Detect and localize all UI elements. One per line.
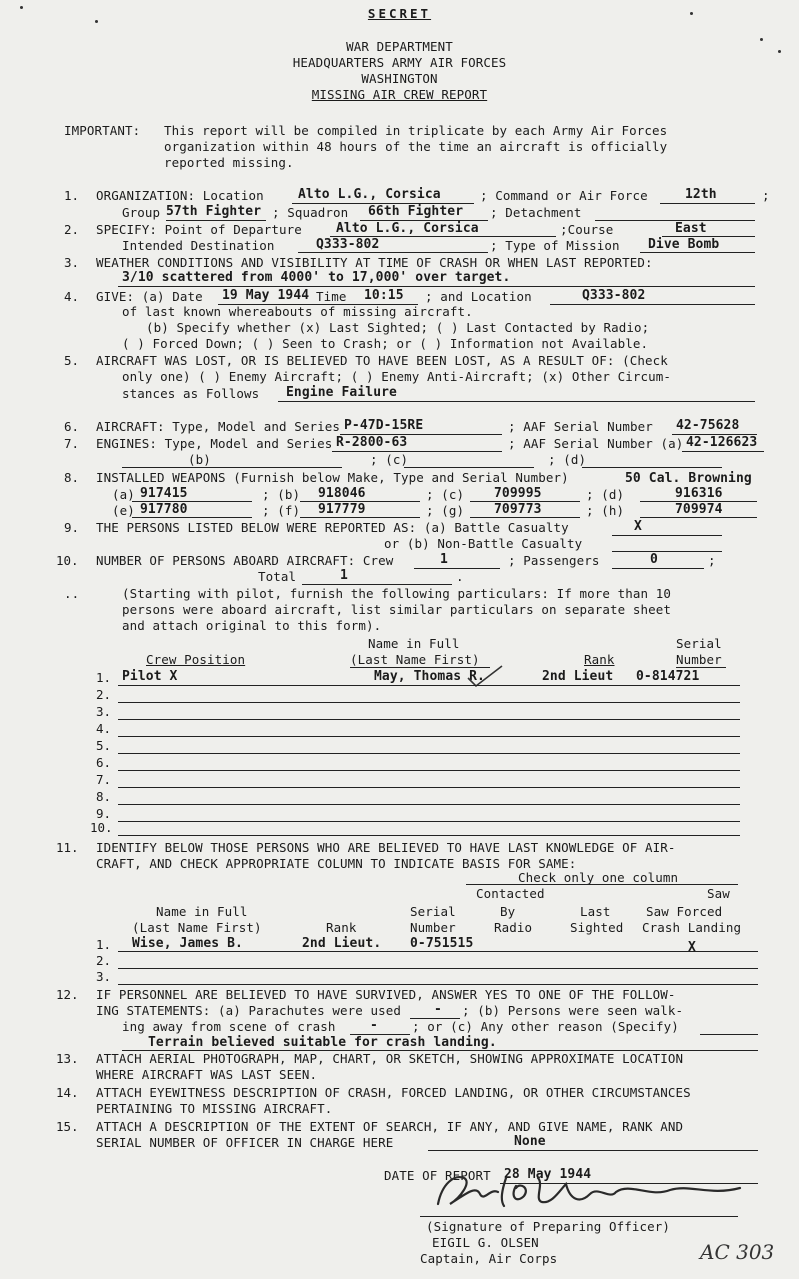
label-weapons: INSTALLED WEAPONS (Furnish below Make, Type and Serial Number) — [96, 470, 569, 485]
label-time: Time — [316, 289, 347, 304]
witness-col-saw-forced: Saw Forced — [646, 904, 723, 919]
label-engines-type: ENGINES: Type, Model and Series — [96, 436, 333, 451]
label-persons-reported: THE PERSONS LISTED BELOW WERE REPORTED AS: (a) Battle Casualty — [96, 520, 569, 535]
crew-name: May, Thomas R. — [374, 669, 485, 684]
label-check-only: Check only one column — [518, 870, 679, 885]
witness-col-rank: Rank — [326, 920, 357, 935]
item-number: 6. — [64, 419, 80, 434]
field-aircraft-serial: 42-75628 — [676, 418, 740, 433]
item-number: 9. — [64, 520, 80, 535]
table-rule — [118, 770, 740, 771]
item-number: 5. — [64, 353, 80, 368]
report-title: MISSING AIR CREW REPORT — [311, 87, 488, 102]
label-weapon-a: (a) — [112, 487, 135, 502]
label-pertaining: PERTAINING TO MISSING AIRCRAFT. — [96, 1101, 333, 1116]
label-aircraft-type: AIRCRAFT: Type, Model and Series — [96, 419, 341, 434]
field-report-date: 28 May 1944 — [504, 1167, 592, 1182]
field-location: Alto L.G., Corsica — [298, 187, 441, 202]
label-organization: ORGANIZATION: Location — [96, 188, 264, 203]
label-walking: ; (b) Persons were seen walk- — [462, 1003, 684, 1018]
important-line: organization within 48 hours of the time an aircraft is officially — [164, 139, 668, 154]
row-number: 6. — [96, 755, 112, 770]
field-group: 57th Fighter — [166, 204, 262, 219]
label-weapon-e: (e) — [112, 503, 135, 518]
row-number: 2. — [96, 687, 112, 702]
label-whereabouts: of last known whereabouts of missing aircraft. — [122, 304, 473, 319]
field-squadron: 66th Fighter — [368, 204, 464, 219]
row-number: 5. — [96, 738, 112, 753]
underline — [298, 252, 488, 253]
witness-serial: 0-751515 — [410, 936, 474, 951]
field-reason: Terrain believed suitable for crash landing. — [148, 1035, 497, 1050]
label-identify: IDENTIFY BELOW THOSE PERSONS WHO ARE BELIEVED TO HAVE LAST KNOWLEDGE OF AIR- — [96, 840, 676, 855]
field-parachutes: - — [434, 1002, 442, 1017]
label-officer-in-charge: SERIAL NUMBER OF OFFICER IN CHARGE HERE — [96, 1135, 394, 1150]
classification-secret: SECRET — [367, 6, 432, 21]
officer-title: Captain, Air Corps — [420, 1251, 558, 1266]
label-attach-photo: ATTACH AERIAL PHOTOGRAPH, MAP, CHART, OR SKETCH, SHOWING APPROXIMATE LOCATION — [96, 1051, 684, 1066]
crew-serial: 0-814721 — [636, 669, 700, 684]
item-number: 8. — [64, 470, 80, 485]
field-weapon-d: 916316 — [675, 486, 723, 501]
field-search-answer: None — [514, 1134, 546, 1149]
underline — [582, 467, 722, 468]
label-other-reason: ; or (c) Any other reason (Specify) — [412, 1019, 679, 1034]
item-number: 3. — [64, 255, 80, 270]
label-engine-d: ; (d) — [548, 452, 587, 467]
label-last-location: ; and Location — [425, 289, 532, 304]
field-last-location: Q333-802 — [582, 288, 646, 303]
signature-line — [420, 1216, 738, 1217]
row-number: 10. — [90, 820, 113, 835]
label-forced-down: ( ) Forced Down; ( ) Seen to Crash; or ( ) Information not Available. — [122, 336, 649, 351]
field-course: East — [675, 221, 707, 236]
label-detachment: ; Detachment — [490, 205, 582, 220]
underline — [428, 1150, 758, 1151]
crew-col-serial: Number — [676, 652, 722, 667]
label-weapon-f: ; (f) — [262, 503, 301, 518]
label-weapon-d: ; (d) — [586, 487, 625, 502]
label-destination: Intended Destination — [122, 238, 275, 253]
underline — [612, 535, 722, 536]
field-weapon-a: 917415 — [140, 486, 188, 501]
label-passengers: ; Passengers — [508, 553, 600, 568]
item-number: 15. — [56, 1119, 79, 1134]
row-number: 8. — [96, 789, 112, 804]
row-number: 2. — [96, 953, 112, 968]
underline — [660, 203, 755, 204]
table-rule — [118, 685, 740, 686]
witness-col-sighted: Sighted — [570, 920, 624, 935]
field-command: 12th — [685, 187, 717, 202]
underline — [700, 1034, 758, 1035]
crew-position: Pilot X — [122, 669, 178, 684]
field-weather: 3/10 scattered from 4000' to 17,000' over target. — [122, 270, 511, 285]
item-number: 11. — [56, 840, 79, 855]
table-rule — [118, 984, 758, 985]
field-weapon-c: 709995 — [494, 486, 542, 501]
label-command: ; Command or Air Force — [480, 188, 648, 203]
label-last-seen: WHERE AIRCRAFT WAS LAST SEEN. — [96, 1067, 318, 1082]
item-number: 12. — [56, 987, 79, 1002]
underline — [122, 467, 342, 468]
table-rule — [118, 968, 758, 969]
field-weapon-e: 917780 — [140, 502, 188, 517]
table-rule — [118, 787, 740, 788]
label-engine-b: (b) — [188, 452, 211, 467]
field-total: 1 — [340, 568, 348, 583]
label-check-column: CRAFT, AND CHECK APPROPRIATE COLUMN TO INDICATE BASIS FOR SAME: — [96, 856, 577, 871]
row-number: 3. — [96, 969, 112, 984]
instructions-line: (Starting with pilot, furnish the following particulars: If more than 10 — [122, 586, 672, 601]
witness-col-name: Name in Full — [156, 904, 248, 919]
separator: . — [456, 569, 464, 584]
table-rule — [118, 804, 740, 805]
archive-reference: AC 303 — [700, 1240, 775, 1264]
label-weapon-g: ; (g) — [426, 503, 465, 518]
instructions-line: and attach original to this form). — [122, 618, 382, 633]
witness-col-last: Last — [580, 904, 611, 919]
label-non-battle: or (b) Non-Battle Casualty — [384, 536, 583, 551]
separator: ; — [762, 188, 770, 203]
row-number: 1. — [96, 937, 112, 952]
label-away-crash: ing away from scene of crash — [122, 1019, 336, 1034]
label-survived: IF PERSONNEL ARE BELIEVED TO HAVE SURVIVED, ANSWER YES TO ONE OF THE FOLLOW- — [96, 987, 676, 1002]
item-number: 13. — [56, 1051, 79, 1066]
row-number: 7. — [96, 772, 112, 787]
table-rule — [118, 719, 740, 720]
underline — [640, 517, 757, 518]
underline — [132, 517, 252, 518]
row-number: 4. — [96, 721, 112, 736]
dots: .. — [64, 586, 80, 601]
crew-col-rank: Rank — [584, 652, 615, 667]
crew-col-name: (Last Name First) — [350, 652, 480, 667]
dept-title: WAR DEPARTMENT — [346, 39, 453, 54]
label-mission: ; Type of Mission — [490, 238, 620, 253]
table-rule — [466, 884, 738, 885]
item-number: 7. — [64, 436, 80, 451]
table-rule — [118, 835, 740, 836]
field-aircraft-type: P-47D-15RE — [344, 418, 424, 433]
witness-col-serial: Serial — [410, 904, 456, 919]
separator: ; — [708, 553, 716, 568]
table-rule — [118, 702, 740, 703]
witness-rank: 2nd Lieut. — [302, 936, 382, 951]
field-destination: Q333-802 — [316, 237, 380, 252]
field-battle-casualty: X — [634, 519, 642, 534]
underline — [300, 517, 420, 518]
witness-col-name: (Last Name First) — [132, 920, 262, 935]
label-weapon-c: ; (c) — [426, 487, 465, 502]
important-label: IMPORTANT: — [64, 123, 141, 138]
field-mission: Dive Bomb — [648, 237, 720, 252]
field-crew: 1 — [440, 552, 448, 567]
important-line: reported missing. — [164, 155, 294, 170]
witness-col-radio: Radio — [494, 920, 533, 935]
underline — [302, 584, 452, 585]
underline — [640, 252, 755, 253]
crew-rank: 2nd Lieut — [542, 669, 614, 684]
label-weather: WEATHER CONDITIONS AND VISIBILITY AT TIME OF CRASH OR WHEN LAST REPORTED: — [96, 255, 653, 270]
table-rule — [118, 821, 740, 822]
table-rule — [118, 736, 740, 737]
label-specify-whether: (b) Specify whether (x) Last Sighted; ( ) Last Contacted by Radio; — [146, 320, 650, 335]
field-weapon-g: 709773 — [494, 502, 542, 517]
underline — [470, 517, 580, 518]
underline — [166, 220, 266, 221]
field-date: 19 May 1944 — [222, 288, 310, 303]
field-engine-serial-a: 42-126623 — [686, 435, 758, 450]
label-parachutes: ING STATEMENTS: (a) Parachutes were used — [96, 1003, 402, 1018]
label-specify: SPECIFY: Point of Departure — [96, 222, 302, 237]
label-weapon-h: ; (h) — [586, 503, 625, 518]
underline — [612, 568, 704, 569]
witness-name: Wise, James B. — [132, 936, 243, 951]
field-walking: - — [370, 1018, 378, 1033]
item-number: 14. — [56, 1085, 79, 1100]
item-number: 4. — [64, 289, 80, 304]
label-total: Total — [258, 569, 297, 584]
label-cause-options: only one) ( ) Enemy Aircraft; ( ) Enemy Anti-Aircraft; (x) Other Circum- — [122, 369, 672, 384]
underline — [278, 401, 755, 402]
item-number: 1. — [64, 188, 80, 203]
instructions-line: persons were aboard aircraft, list similar particulars on separate sheet — [122, 602, 672, 617]
city-title: WASHINGTON — [361, 71, 438, 86]
field-cause: Engine Failure — [286, 385, 397, 400]
underline — [332, 451, 502, 452]
label-group: Group — [122, 205, 161, 220]
field-time: 10:15 — [364, 288, 404, 303]
item-number: 2. — [64, 222, 80, 237]
crew-col-name: Name in Full — [368, 636, 460, 651]
row-number: 9. — [96, 806, 112, 821]
label-squadron: ; Squadron — [272, 205, 349, 220]
item-number: 10. — [56, 553, 79, 568]
crew-col-position: Crew Position — [146, 652, 246, 667]
label-date-of-report: DATE OF REPORT — [384, 1168, 491, 1183]
officer-name: EIGIL G. OLSEN — [432, 1235, 539, 1250]
label-engine-serial: ; AAF Serial Number (a) — [508, 436, 684, 451]
table-rule — [118, 951, 758, 952]
witness-col-serial: Number — [410, 920, 456, 935]
label-eyewitness: ATTACH EYEWITNESS DESCRIPTION OF CRASH, FORCED LANDING, OR OTHER CIRCUMSTANCES — [96, 1085, 691, 1100]
field-passengers: 0 — [650, 552, 658, 567]
witness-col-saw: Saw — [707, 886, 730, 901]
label-signature: (Signature of Preparing Officer) — [426, 1219, 671, 1234]
table-rule — [118, 753, 740, 754]
witness-col-contacted: Contacted — [476, 886, 545, 901]
underline — [682, 451, 764, 452]
underline — [612, 551, 722, 552]
witness-col-by: By — [500, 904, 516, 919]
label-circumstances: stances as Follows — [122, 386, 260, 401]
check-mark-icon — [466, 664, 506, 690]
field-weapon-f: 917779 — [318, 502, 366, 517]
underline — [676, 667, 726, 668]
label-weapon-b: ; (b) — [262, 487, 301, 502]
label-aircraft-serial: ; AAF Serial Number — [508, 419, 653, 434]
row-number: 3. — [96, 704, 112, 719]
label-aircraft-lost: AIRCRAFT WAS LOST, OR IS BELIEVED TO HAVE BEEN LOST, AS A RESULT OF: (Check — [96, 353, 668, 368]
field-weapon-b: 918046 — [318, 486, 366, 501]
crew-col-serial: Serial — [676, 636, 722, 651]
underline — [550, 304, 755, 305]
important-line: This report will be compiled in triplicate by each Army Air Forces — [164, 123, 668, 138]
underline — [118, 286, 755, 287]
label-engine-c: ; (c) — [370, 452, 409, 467]
handwritten-signature — [420, 1170, 750, 1214]
label-give: GIVE: (a) Date — [96, 289, 203, 304]
field-engine-type: R-2800-63 — [336, 435, 408, 450]
row-number: 1. — [96, 670, 112, 685]
field-departure: Alto L.G., Corsica — [336, 221, 479, 236]
label-course: ;Course — [560, 222, 614, 237]
underline — [404, 467, 534, 468]
witness-mark: X — [688, 940, 696, 955]
field-weapons-make: 50 Cal. Browning — [625, 471, 752, 486]
label-persons-aboard: NUMBER OF PERSONS ABOARD AIRCRAFT: Crew — [96, 553, 394, 568]
hq-title: HEADQUARTERS ARMY AIR FORCES — [292, 55, 507, 70]
label-search: ATTACH A DESCRIPTION OF THE EXTENT OF SEARCH, IF ANY, AND GIVE NAME, RANK AND — [96, 1119, 684, 1134]
field-weapon-h: 709974 — [675, 502, 723, 517]
witness-col-crash: Crash Landing — [642, 920, 742, 935]
